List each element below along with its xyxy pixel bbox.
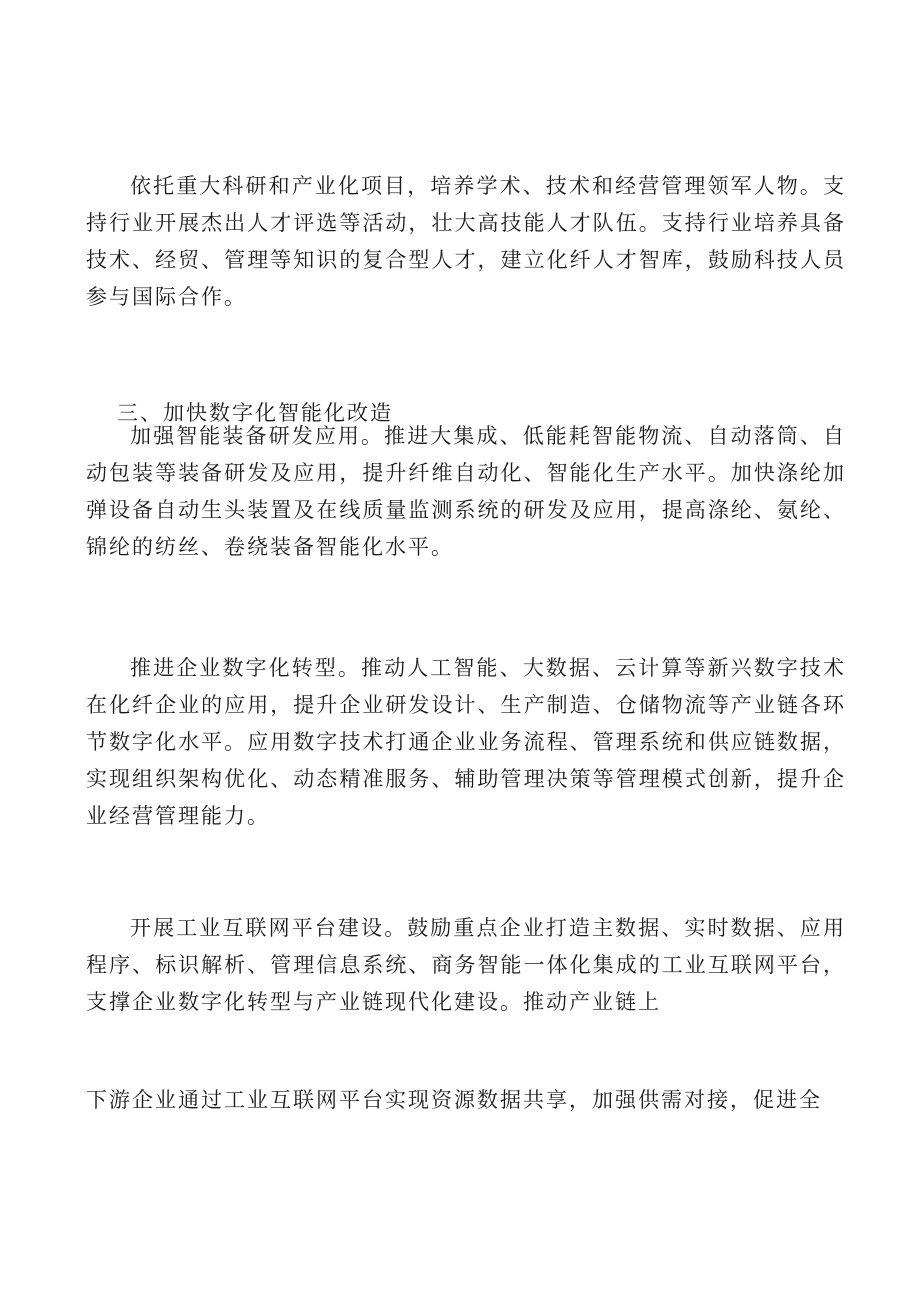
paragraph-smart-equipment-visible: 加强智能装备研发应用。推进大集成、低能耗智能物流、自动落筒、自动包装等装备研发及应用，提升纤维自动化、智能化生产水平。加快涤纶加弹设备自动生头装置及在线质量监测系统的研发及应用，提高涤纶、氨纶、锦纶的纺丝、卷绕装备智能化水平。 <box>86 424 846 559</box>
paragraph-industrial-internet: 开展工业互联网平台建设。鼓励重点企业打造主数据、实时数据、应用程序、标识解析、管理信息系统、商务智能一体化集成的工业互联网平台，支撑企业数字化转型与产业链现代化建设。推动产业链上 <box>86 916 846 1014</box>
paragraph-talent-training: 依托重大科研和产业化项目，培养学术、技术和经营管理领军人物。支持行业开展杰出人才评选等活动，壮大高技能人才队伍。支持行业培养具备技术、经贸、管理等知识的复合型人才，建立化纤人才智库，鼓励科技人员参与国际合作。 <box>86 174 846 309</box>
paragraph-continued: 下游企业通过工业互联网平台实现资源数据共享，加强供需对接，促进全 <box>86 1088 822 1112</box>
paragraph-digital-transformation: 推进企业数字化转型。推动人工智能、大数据、云计算等新兴数字技术在化纤企业的应用，提升企业研发设计、生产制造、仓储物流等产业链各环节数字化水平。应用数字技术打通企业业务流程、管理系统和供应链数据，实现组织架构优化、动态精准服务、辅助管理决策等管理模式创新，提升企业经营管理能力。 <box>86 656 846 828</box>
section-heading: 三、加快数字化智能化改造 <box>117 401 393 425</box>
